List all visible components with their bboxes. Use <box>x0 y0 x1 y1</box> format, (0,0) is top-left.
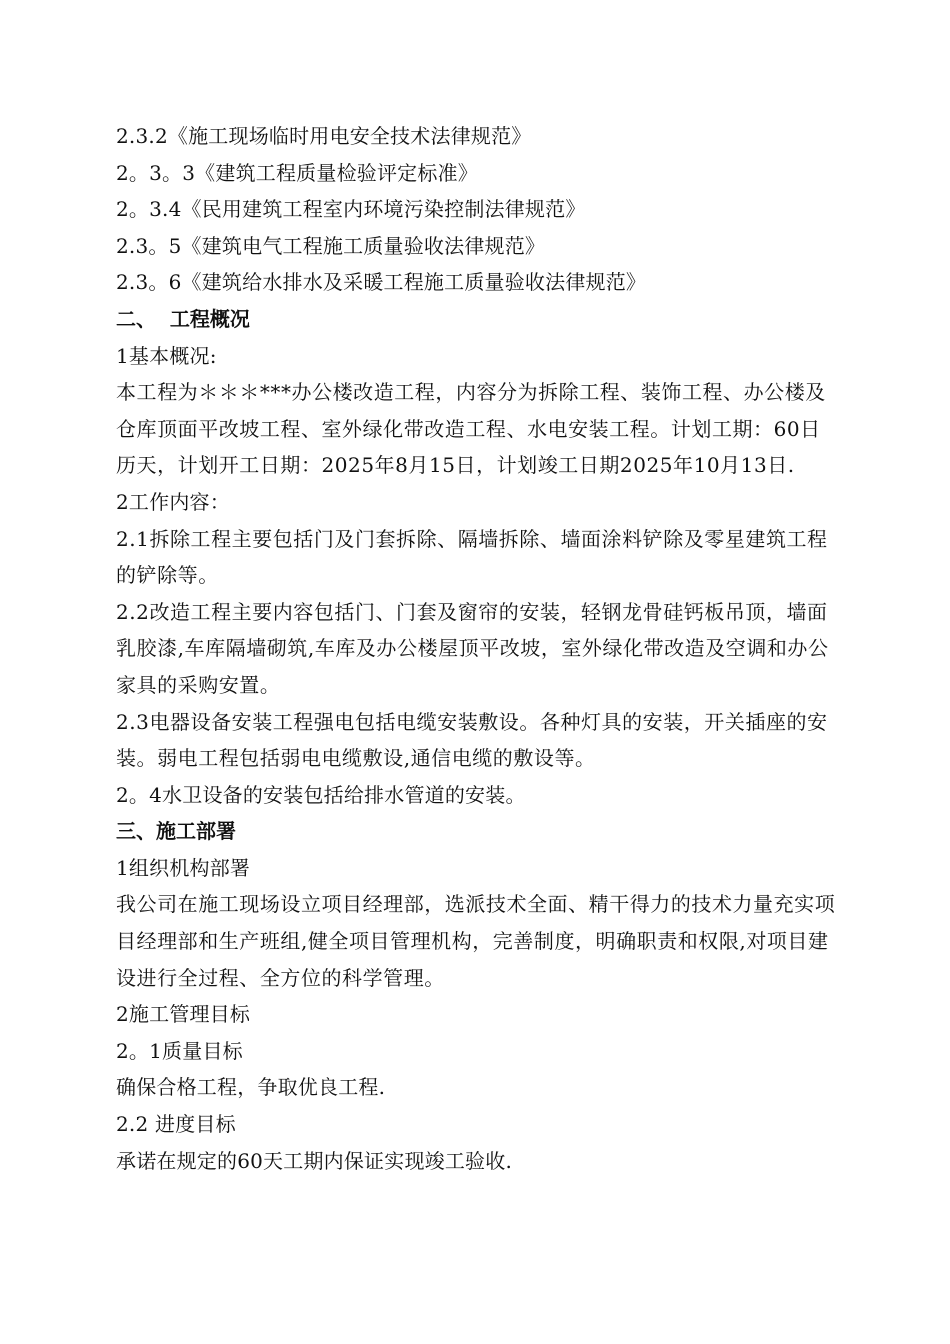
standard-item-2-3-5: 2.3。5《建筑电气工程施工质量验收法律规范》 <box>116 233 546 258</box>
paragraph-quality-goal: 确保合格工程，争取优良工程. <box>116 1075 386 1100</box>
standard-item-2-3-6: 2.3。6《建筑给水排水及采暖工程施工质量验收法律规范》 <box>116 270 647 295</box>
standard-item-2-3-3: 2。3。3《建筑工程质量检验评定标准》 <box>116 160 478 185</box>
paragraph-demolition-work: 2.1拆除工程主要包括门及门套拆除、隔墙拆除、墙面涂料铲除及零星建筑工程的铲除等。 <box>116 526 828 588</box>
standard-item-2-3-4: 2。3.4《民用建筑工程室内环境污染控制法律规范》 <box>116 197 586 222</box>
paragraph-organization: 我公司在施工现场设立项目经理部，选派技术全面、精干得力的技术力量充实项目经理部和生产班组,健全项目管理机构，完善制度，明确职责和权限,对项目建设进行全过程、全方位的科学管理。 <box>116 892 836 990</box>
paragraph-renovation-work: 2.2改造工程主要内容包括门、门套及窗帘的安装，轻钢龙骨硅钙板吊顶，墙面乳胶漆,车库隔墙砌筑,车库及办公楼屋顶平改坡，室外绿化带改造及空调和办公家具的采购安置。 <box>116 599 829 697</box>
subheading-schedule-goal: 2.2 进度目标 <box>116 1112 236 1137</box>
paragraph-plumbing-work: 2。4水卫设备的安装包括给排水管道的安装。 <box>116 782 526 807</box>
section-heading-construction-deployment: 三、施工部署 <box>116 819 236 844</box>
paragraph-project-description: 本工程为＊＊＊***办公楼改造工程，内容分为拆除工程、装饰工程、办公楼及仓库顶面平改坡工程、室外绿化带改造工程、水电安装工程。计划工期：60日历天，计划开工日期：2025年8月15日，计划竣工日期2025年10月13日. <box>116 380 826 478</box>
document-body <box>116 118 840 1179</box>
paragraph-electrical-work: 2.3电器设备安装工程强电包括电缆安装敷设。各种灯具的安装，开关插座的安装。弱电工程包括弱电电缆敷设,通信电缆的敷设等。 <box>116 709 828 771</box>
subheading-work-content: 2工作内容： <box>116 489 230 514</box>
subheading-organization: 1组织机构部署 <box>116 855 251 880</box>
paragraph-schedule-goal: 承诺在规定的60天工期内保证实现竣工验收. <box>116 1148 513 1173</box>
subheading-quality-goal: 2。1质量目标 <box>116 1038 243 1063</box>
section-heading-project-overview: 二、 工程概况 <box>116 306 250 331</box>
subheading-basic-overview: 1基本概况: <box>116 343 217 368</box>
subheading-management-goals: 2施工管理目标 <box>116 1002 251 1027</box>
standard-item-2-3-2: 2.3.2《施工现场临时用电安全技术法律规范》 <box>116 124 532 148</box>
